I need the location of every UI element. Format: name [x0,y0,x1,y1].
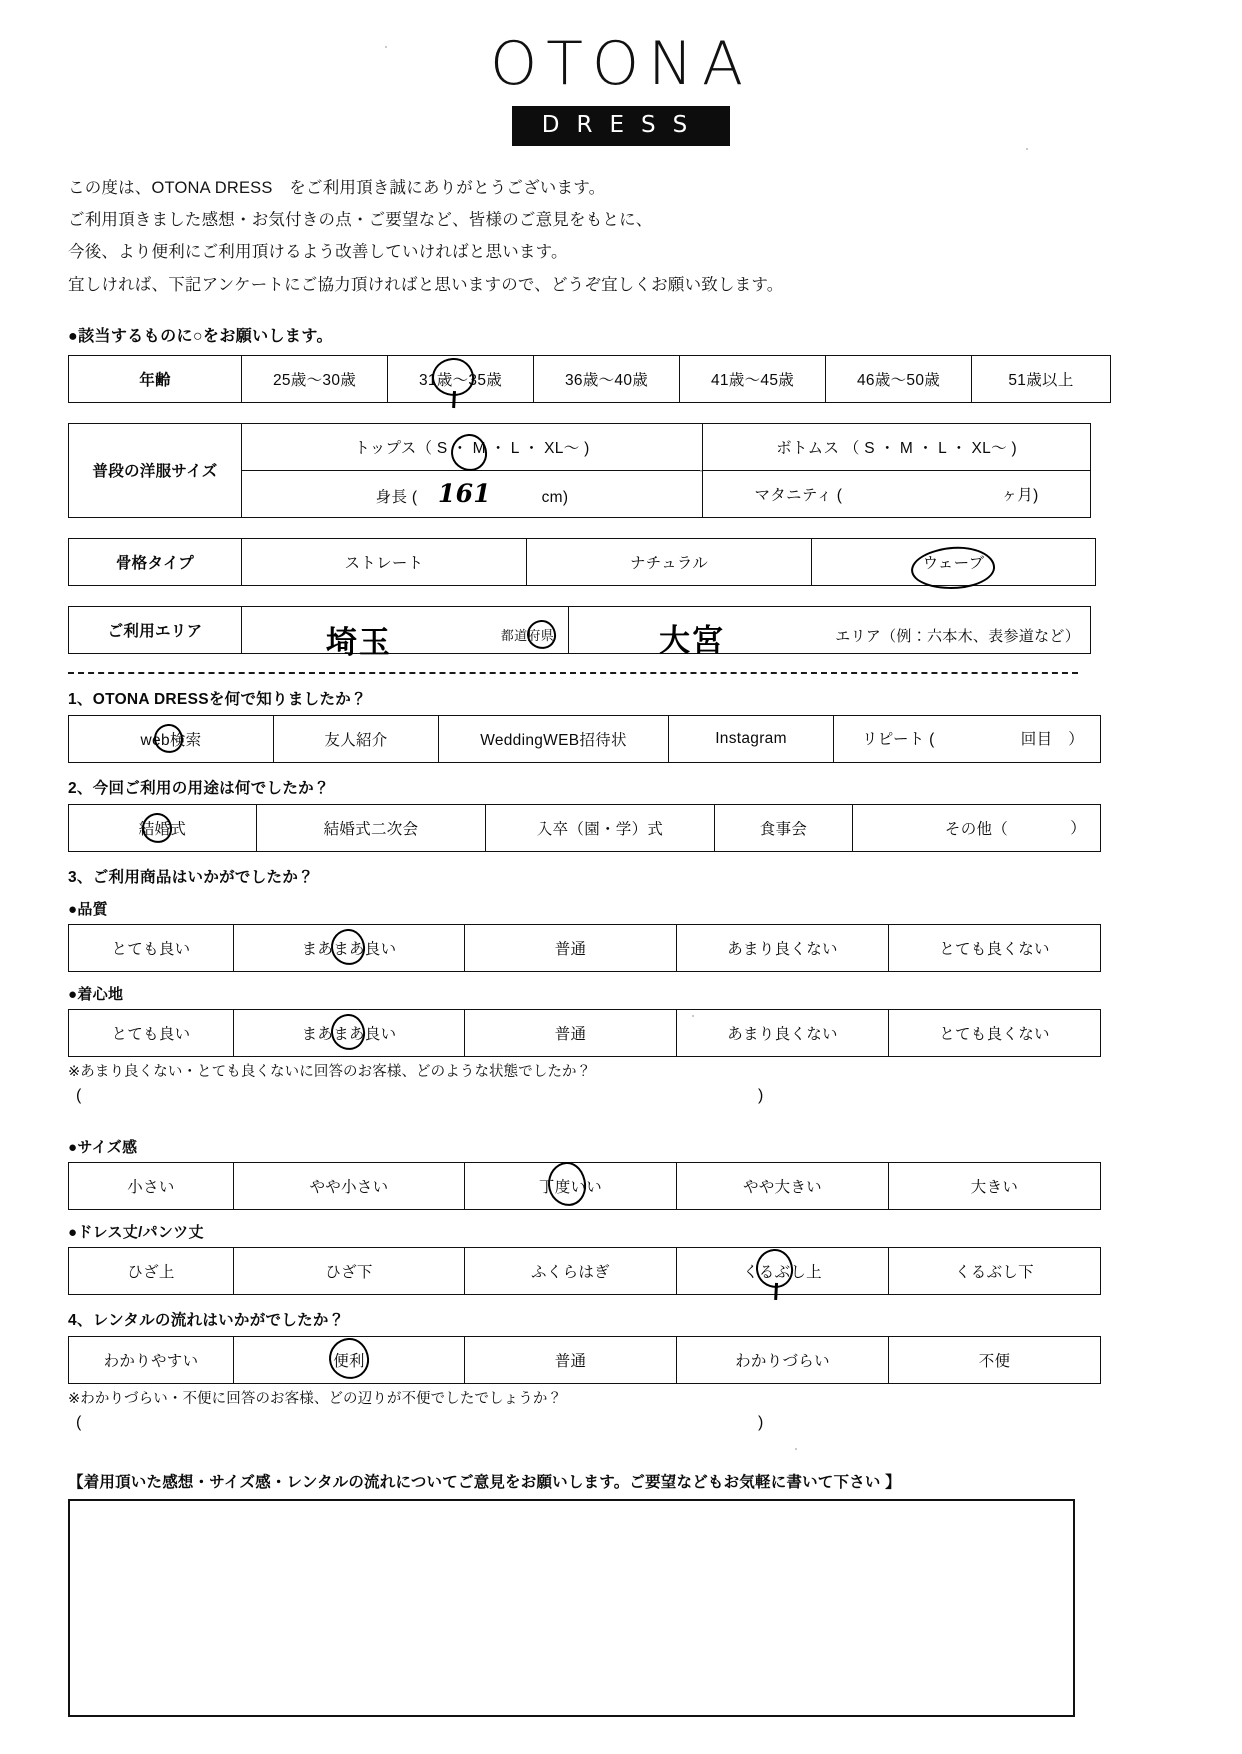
area-cell[interactable] [569,606,1091,659]
table-row [69,606,1091,653]
q3-fit-table [68,1162,1101,1210]
comfort-option-fairly-good[interactable] [234,1009,465,1056]
table-row [69,924,1101,971]
age-label: 年齢 [69,355,242,402]
brand-logo [0,0,1242,146]
q3-length-label: ●ドレス丈/パンツ丈 [68,1223,204,1241]
fit-option-slightly-large[interactable]: やや大きい [677,1162,889,1209]
height-unit: cm) [541,489,569,507]
table-row [69,1162,1101,1209]
comfort-open-paren: ( [76,1086,82,1104]
maternity-label: マタニティ ( [754,486,843,504]
intro-line-1: この度は、OTONA DRESS をご利用頂き誠にありがとうございます。 [68,179,606,197]
q1-heading: 1、OTONA DRESSを何で知りましたか？ [68,690,367,708]
length-option-above-ankle-label: くるぶし上 [742,1263,822,1281]
fit-option-slightly-small[interactable]: やや小さい [234,1162,465,1209]
table-row [69,423,1091,470]
length-option-above-knee[interactable]: ひざ上 [69,1247,234,1294]
q3-quality-table [68,924,1101,972]
q3-comfort-table [68,1009,1101,1057]
quality-option-very-good[interactable]: とても良い [69,924,234,971]
quality-option-fairly-good[interactable] [234,924,465,971]
comfort-option-very-good[interactable]: とても良い [69,1009,234,1056]
q1-option-repeat[interactable] [834,715,1101,762]
age-option-46-50[interactable]: 46歳〜50歳 [826,355,972,402]
q4-option-normal[interactable]: 普通 [465,1336,677,1383]
frame-option-natural[interactable]: ナチュラル [527,538,812,585]
fit-option-large[interactable]: 大きい [889,1162,1101,1209]
frame-type-table [68,538,1096,586]
clothing-size-label: 普段の洋服サイズ [69,423,242,517]
q2-option-wedding[interactable] [69,804,257,851]
q1-option-web-search[interactable] [69,715,274,762]
prefecture-suffix: 都道府県 [500,627,554,643]
fit-option-just-right[interactable] [465,1162,677,1209]
age-option-25-30[interactable]: 25歳〜30歳 [242,355,388,402]
table-row [69,715,1101,762]
intro-line-4: 宜しければ、下記アンケートにご協力頂ければと思いますので、どうぞ宜しくお願い致します。 [68,275,784,294]
q2-option-afterparty[interactable]: 結婚式二次会 [257,804,486,851]
quality-option-fairly-good-label: まあまあ良い [301,940,397,958]
table-row [69,538,1096,585]
quality-option-very-bad[interactable]: とても良くない [889,924,1101,971]
q2-table [68,804,1101,852]
q1-repeat-suffix: 回目 ） [1020,730,1084,748]
height-cell[interactable] [242,470,703,517]
q4-close-paren: ) [758,1413,764,1431]
table-row [69,1009,1101,1056]
prefecture-cell[interactable] [242,606,569,661]
q4-free-text-row[interactable] [68,1414,1078,1440]
brand-subtitle: DRESS [512,106,730,146]
age-option-31-35[interactable] [388,355,534,402]
q4-table [68,1336,1101,1384]
comfort-close-paren: ) [758,1086,764,1104]
fit-option-just-right-label: 丁度いい [538,1178,603,1196]
frame-option-wave-label: ウェーブ [922,554,985,572]
q4-option-easy[interactable]: わかりやすい [69,1336,234,1383]
table-row [69,804,1101,851]
area-hint: エリア（例：六本木、表参道など） [835,627,1080,645]
q1-option-repeat-label: リピート ( [862,730,935,748]
table-row [69,355,1111,402]
length-option-below-knee[interactable]: ひざ下 [234,1247,465,1294]
maternity-unit: ヶ月) [1001,486,1039,504]
length-option-above-ankle[interactable] [677,1247,889,1294]
q4-note: ※わかりづらい・不便に回答のお客様、どの辺りが不便でしたでしょうか？ [68,1390,563,1407]
frame-type-label: 骨格タイプ [69,538,242,585]
q2-option-wedding-label: 結婚式 [138,820,187,838]
area-value: 大宮 [659,622,725,659]
maternity-cell[interactable] [703,470,1091,517]
q4-open-paren: ( [76,1413,82,1431]
height-value: 161 [437,479,492,509]
q2-option-other-close: ） [1070,819,1086,837]
q4-heading: 4、レンタルの流れはいかがでしたか？ [68,1311,345,1329]
usage-area-table [68,606,1091,661]
age-option-36-40[interactable]: 36歳〜40歳 [534,355,680,402]
age-option-31-35-label: 31歳〜35歳 [418,371,503,389]
brand-name: OTONA [489,29,753,99]
q3-quality-label: ●品質 [68,900,108,918]
q3-fit-label: ●サイズ感 [68,1138,138,1156]
comment-textarea[interactable] [68,1499,1075,1717]
q1-option-friend[interactable]: 友人紹介 [274,715,439,762]
usage-area-label: ご利用エリア [69,606,242,653]
clothing-size-table [68,423,1091,518]
q1-table [68,715,1101,763]
circle-instruction: ●該当するものに○をお願いします。 [68,327,333,345]
quality-option-normal[interactable]: 普通 [465,924,677,971]
q4-option-convenient[interactable] [234,1336,465,1383]
tops-size-label: トップス（ S ・ M ・ L ・ XL〜 ) [354,439,590,457]
table-row [69,1247,1101,1294]
dashed-separator [68,672,1078,674]
length-option-below-ankle[interactable]: くるぶし下 [889,1247,1101,1294]
age-table [68,355,1111,403]
q2-option-other[interactable] [853,804,1101,851]
bottoms-size-cell[interactable]: ボトムス （ S ・ M ・ L ・ XL〜 ) [703,423,1091,470]
comment-heading: 【着用頂いた感想・サイズ感・レンタルの流れについてご意見をお願いします。ご要望などもお気軽に書いて下さい 】 [68,1473,901,1491]
prefecture-value: 埼玉 [326,624,392,661]
q3-comfort-label: ●着心地 [68,985,124,1003]
q2-heading: 2、今回ご利用の用途は何でしたか？ [68,779,330,797]
q2-option-ceremony[interactable]: 入卒（園・学）式 [486,804,715,851]
quality-option-not-good[interactable]: あまり良くない [677,924,889,971]
q4-option-convenient-label: 便利 [333,1352,365,1370]
q1-option-instagram[interactable]: Instagram [669,715,834,762]
comfort-option-very-bad[interactable]: とても良くない [889,1009,1101,1056]
height-label: 身長 ( [375,489,418,507]
tops-size-cell[interactable] [242,423,703,470]
intro-paragraph [68,172,1242,301]
q2-option-other-label: その他（ [944,820,1009,838]
q4-option-hard[interactable]: わかりづらい [677,1336,889,1383]
q1-option-wedding-web[interactable]: WeddingWEB招待状 [439,715,669,762]
frame-option-wave[interactable] [812,538,1096,585]
comfort-option-normal[interactable]: 普通 [465,1009,677,1056]
age-option-51-plus[interactable]: 51歳以上 [972,355,1111,402]
q2-option-dinner[interactable]: 食事会 [715,804,853,851]
q3-heading: 3、ご利用商品はいかがでしたか？ [68,868,314,886]
comfort-option-fairly-good-label: まあまあ良い [301,1025,397,1043]
comfort-option-not-good[interactable]: あまり良くない [677,1009,889,1056]
intro-line-2: ご利用頂きました感想・お気付きの点・ご要望など、皆様のご意見をもとに、 [68,211,653,230]
table-row [69,1336,1101,1383]
length-option-calf[interactable]: ふくらはぎ [465,1247,677,1294]
intro-line-3: 今後、より便利にご利用頂けるよう改善していければと思います。 [68,243,568,262]
comfort-free-text-row[interactable] [68,1087,1078,1113]
q4-option-inconvenient[interactable]: 不便 [889,1336,1101,1383]
q3-length-table [68,1247,1101,1295]
q1-option-web-search-label: web検索 [140,731,202,749]
comfort-note: ※あまり良くない・とても良くないに回答のお客様、どのような状態でしたか？ [68,1063,592,1080]
frame-option-straight[interactable]: ストレート [242,538,527,585]
fit-option-small[interactable]: 小さい [69,1162,234,1209]
age-option-41-45[interactable]: 41歳〜45歳 [680,355,826,402]
